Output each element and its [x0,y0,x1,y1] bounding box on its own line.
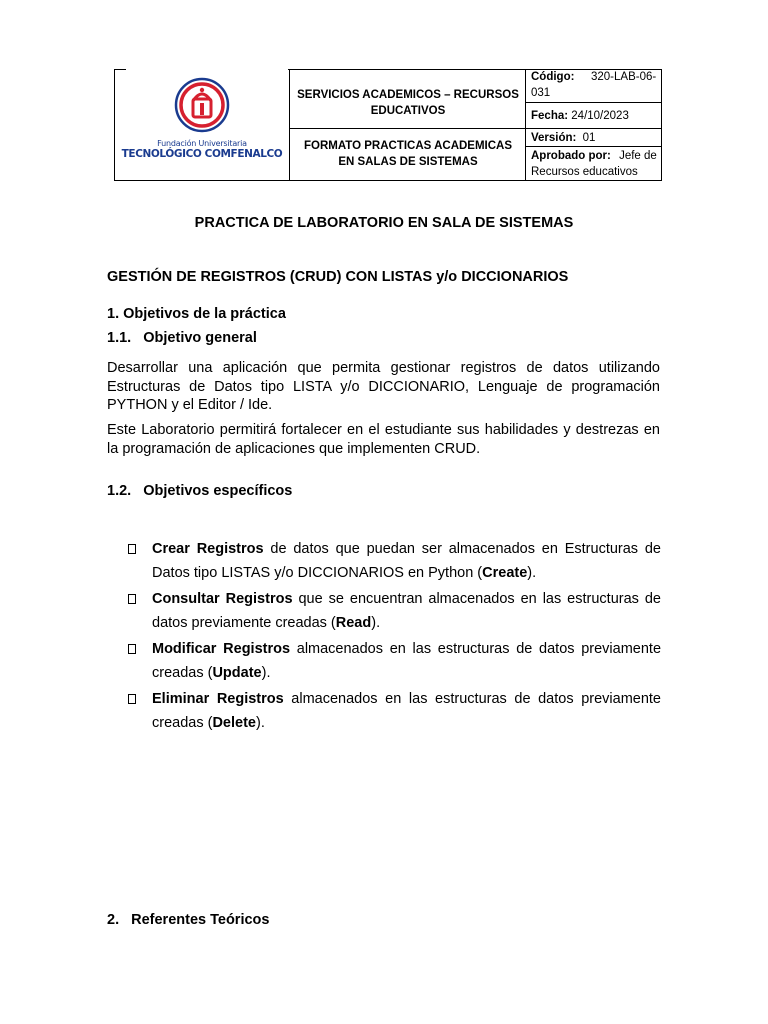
approved-value-1: Jefe de [619,150,657,162]
general-objective-paragraph [107,359,660,415]
version-label: Versión: [531,132,577,144]
section-theory-title: Referentes Teóricos [131,912,270,928]
bullet-box-icon [128,694,136,704]
objective-text: que se encuentran almacenados en las estructuras de datos previamente creadas ( [152,591,661,631]
header-approved-cell [531,148,659,180]
logo-emblem-icon [174,75,230,135]
objective-end: ). [371,615,381,631]
section-theory-number: 2. [107,912,120,928]
table-divider-meta [525,69,526,181]
code-label: Código: [531,71,575,83]
lab-purpose-paragraph [107,421,660,458]
objective-end: ). [261,665,271,681]
code-value-2: 031 [531,87,551,99]
page-title: PRACTICA DE LABORATORIO EN SALA DE SISTEMAS [194,215,574,231]
table-row-divider-1 [525,102,662,103]
section-objectives-heading: 1. Objetivos de la práctica [107,306,286,322]
table-row-divider-center [289,128,526,129]
header-date-cell [531,108,659,124]
document-header-table [114,69,662,181]
specific-objectives-list [128,537,661,737]
approved-label: Aprobado por: [531,150,611,162]
header-department: SERVICIOS ACADEMICOS – RECURSOS EDUCATIVOS [297,89,519,117]
bullet-box-icon [128,644,136,654]
objective-crud-op: Read [335,615,372,631]
section-theory-heading [107,912,269,928]
date-label: Fecha: [531,110,569,122]
section-general-objective-heading: 1.1. Objetivo general [107,330,257,346]
objective-crud-op: Delete [212,715,256,731]
objective-crud-op: Update [212,665,262,681]
objective-crud-op: Create [482,565,528,581]
institution-logo [114,69,290,181]
header-code-cell [531,69,659,101]
header-format-name: FORMATO PRACTICAS ACADEMICAS EN SALAS DE SISTEMAS [303,140,513,168]
logo-subtitle: Fundación Universitaria [157,139,247,148]
objective-bold: Consultar Registros [152,591,293,607]
objective-text: almacenados en las estructuras de datos previamente creadas ( [152,691,661,731]
objective-bold: Eliminar Registros [152,691,284,707]
objective-bold: Modificar Registros [152,641,291,657]
bullet-box-icon [128,544,136,554]
version-value: 01 [582,132,596,144]
code-value-1: 320-LAB-06- [591,71,657,83]
table-row-divider-3 [525,146,662,147]
list-item [128,587,661,635]
lab-subtitle: GESTIÓN DE REGISTROS (CRUD) CON LISTAS y/o DICCIONARIOS [107,269,569,285]
section-specific-objectives-heading: 1.2. Objetivos específicos [107,483,293,499]
objective-text: de datos que puedan ser almacenados en Estructuras de Datos tipo LISTAS y/o DICCIONARIOS en Python ( [152,541,661,581]
list-item [128,537,661,585]
lab-purpose-text: Este Laboratorio permitirá fortalecer en el estudiante sus habilidades y destrezas en la programación de aplicaciones que implementen CRUD. [107,422,660,457]
list-item [128,637,661,685]
objective-text: almacenados en las estructuras de datos previamente creadas ( [152,641,662,681]
objective-end: ). [255,715,265,731]
date-value: 24/10/2023 [571,110,629,122]
header-version-cell [531,130,659,146]
objective-bold: Crear Registros [152,541,264,557]
objective-end: ). [527,565,537,581]
list-item [128,687,661,735]
table-row-divider-2 [525,128,662,129]
bullet-box-icon [128,594,136,604]
general-objective-text: Desarrollar una aplicación que permita gestionar registros de datos utilizando Estructuras de Datos tipo LISTA y/o DICCIONARIO, Lenguaje de programación PYTHON y el Editor / Ide. [107,360,660,413]
logo-name: TECNOLÓGICO COMFENALCO [121,148,283,160]
table-border-right [661,69,662,181]
approved-value-2: Recursos educativos [531,166,638,178]
